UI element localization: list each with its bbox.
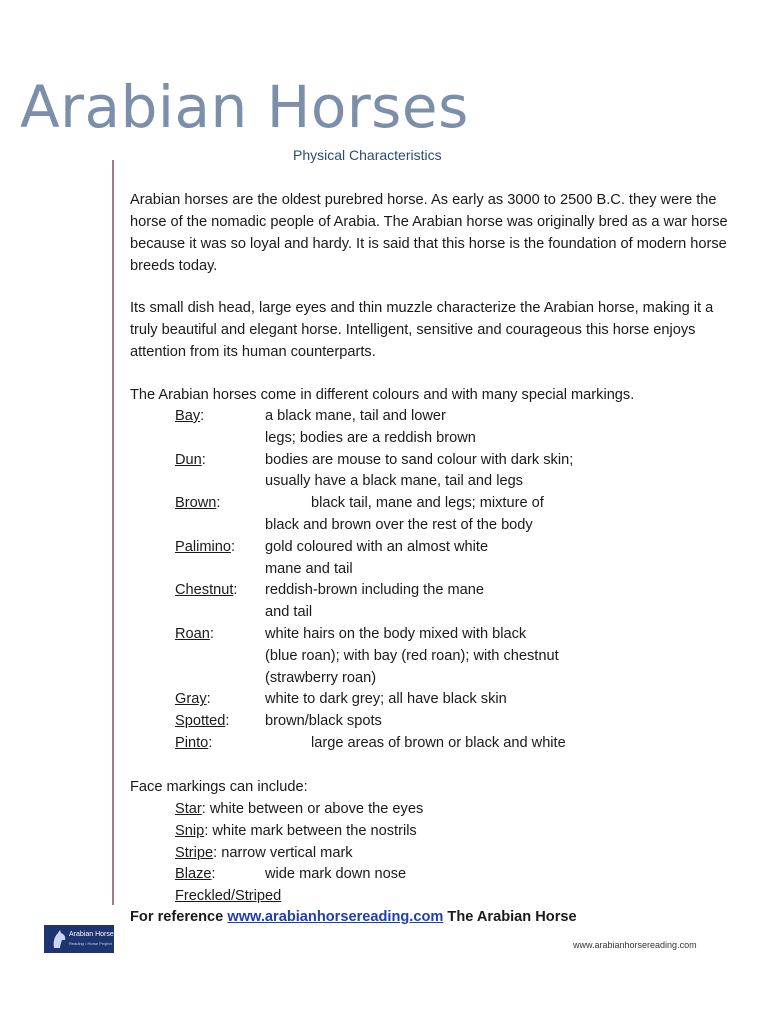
face-marking-item: [175, 798, 423, 820]
colour-label: [175, 710, 229, 732]
logo-title: Arabian Horse: [69, 931, 114, 938]
colour-name: Dun: [175, 451, 202, 468]
horse-head-icon: [48, 928, 68, 950]
intro-paragraph: Arabian horses are the oldest purebred horse. As early as 3000 to 2500 B.C. they were the horse of the nomadic people of Arabia. The Arabian horse was originally bred as a war horse because it was so loyal and hardy. It is said that this horse is the foundation of modern horse breeds today.: [130, 192, 728, 274]
colour-label: [175, 536, 235, 558]
colour-description: brown/black spots: [265, 713, 382, 730]
colour-punct: :: [225, 713, 230, 730]
colour-description: a black mane, tail and lower: [265, 408, 446, 424]
colour-label: [175, 732, 212, 754]
reference-suffix: The Arabian Horse: [443, 909, 577, 925]
colour-name: Brown: [175, 495, 217, 512]
face-marking-label: Blaze: [175, 866, 212, 883]
colour-punct: :: [200, 408, 205, 424]
colour-description: (blue roan); with bay (red roan); with chestnut: [265, 647, 559, 664]
face-marking-text: : white mark between the nostrils: [204, 822, 417, 839]
face-marking-text: : white between or above the eyes: [201, 801, 424, 817]
colour-description: black and brown over the rest of the body: [265, 517, 533, 533]
face-marking-text: :: [211, 866, 216, 883]
colour-description: large areas of brown or black and white: [311, 735, 566, 751]
colour-name: Gray: [175, 691, 207, 708]
colour-punct: :: [230, 538, 236, 555]
colour-punct: :: [201, 451, 206, 468]
margin-rule: [112, 160, 114, 905]
face-marking-desc: wide mark down nose: [265, 866, 407, 883]
face-marking-label: Snip: [175, 822, 205, 839]
face-marking-item: [175, 820, 417, 842]
colour-description: reddish-brown including the mane: [265, 582, 485, 599]
description-paragraph: Its small dish head, large eyes and thin muzzle characterize the Arabian horse, making it a truly beautiful and elegant horse. Intelligent, sensitive and courageous this horse enjoys attention from its human counterparts.: [130, 300, 714, 360]
colour-punct: :: [233, 582, 238, 599]
colour-description: black tail, mane and legs; mixture of: [311, 495, 544, 512]
colour-label: [175, 405, 204, 427]
colour-description: mane and tail: [265, 560, 353, 577]
colour-description: white to dark grey; all have black skin: [265, 691, 507, 708]
colour-label: [175, 623, 214, 645]
reference-prefix: For reference: [130, 909, 228, 925]
colours-intro: The Arabian horses come in different colours and with many special markings.: [130, 387, 635, 403]
logo: [44, 925, 114, 953]
colour-label: [175, 579, 237, 601]
face-marking-text: : narrow vertical mark: [213, 844, 353, 861]
colour-description: (strawberry roan): [265, 669, 377, 686]
colour-punct: :: [206, 691, 211, 708]
face-marking-label: Star: [175, 801, 202, 817]
colour-label: [175, 449, 206, 471]
colour-name: Spotted: [175, 713, 226, 730]
colour-description: white hairs on the body mixed with black: [265, 626, 527, 642]
colour-punct: :: [216, 495, 221, 512]
page-title: Arabian Horses: [20, 73, 469, 141]
page-subtitle: Physical Characteristics: [293, 147, 442, 163]
colour-label: [175, 492, 220, 514]
logo-subtitle: Reading • Horse Project: [69, 941, 112, 946]
colour-description: gold coloured with an almost white: [265, 538, 489, 555]
face-marking-label: Stripe: [175, 844, 214, 861]
colour-name: Palimino: [175, 538, 231, 555]
face-markings-heading: Face markings can include:: [130, 779, 308, 795]
face-marking-item: [175, 863, 407, 885]
colour-description: and tail: [265, 604, 313, 621]
footer-url: www.arabianhorsereading.com: [573, 940, 697, 950]
reference-link[interactable]: www.arabianhorsereading.com: [227, 909, 444, 925]
face-marking-label: Freckled/Striped: [175, 888, 282, 905]
colour-name: Pinto: [175, 735, 209, 751]
colour-description: bodies are mouse to sand colour with dark skin;: [265, 451, 574, 468]
colour-name: Roan: [175, 626, 210, 642]
colour-name: Bay: [175, 408, 201, 424]
colour-label: [175, 688, 211, 710]
face-marking-item: [175, 885, 281, 907]
colour-punct: :: [208, 735, 213, 751]
face-marking-item: [175, 842, 353, 864]
colour-punct: :: [209, 626, 214, 642]
colour-description: usually have a black mane, tail and legs: [265, 473, 523, 490]
reference-line: [130, 906, 577, 928]
colour-description: legs; bodies are a reddish brown: [265, 429, 476, 446]
colour-name: Chestnut: [175, 582, 234, 599]
